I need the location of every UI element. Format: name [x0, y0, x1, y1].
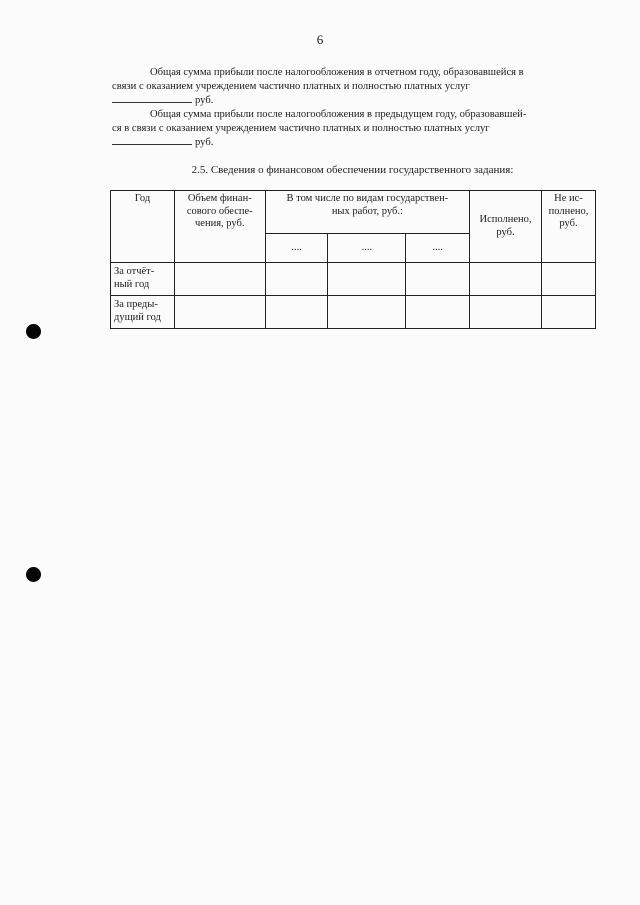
header-not-executed-line1: Не ис- — [554, 193, 583, 204]
header-year-label: Год — [134, 193, 151, 204]
header-not-executed — [541, 191, 595, 263]
row-label-previous-year-line1: За преды- — [114, 299, 158, 310]
table-row-previous-year — [111, 296, 596, 329]
cell-current-work-type-1[interactable] — [265, 263, 328, 296]
profit-previous-year-line1: Общая сумма прибыли после налогообложения в предыдущем году, образовавшей- — [150, 109, 527, 120]
row-label-previous-year — [111, 296, 175, 329]
cell-current-work-type-3[interactable] — [406, 263, 470, 296]
profit-previous-year-line2: ся в связи с оказанием учреждением частично платных и полностью платных услуг — [112, 122, 490, 134]
profit-current-year-unit: руб. — [195, 95, 214, 106]
header-work-type-1: .... — [265, 234, 328, 263]
profit-previous-year-blank[interactable] — [112, 135, 192, 145]
cell-previous-work-type-3[interactable] — [406, 296, 470, 329]
profit-current-year-line1: Общая сумма прибыли после налогообложения в отчетном году, образовавшейся в — [150, 67, 524, 78]
header-by-work-type-line2: ных работ, руб.: — [331, 205, 403, 217]
row-label-current-year-line1: За отчёт- — [114, 266, 155, 277]
profit-previous-year-unit: руб. — [195, 137, 214, 148]
header-not-executed-line3: руб. — [559, 218, 578, 229]
header-executed-line2: руб. — [496, 226, 515, 238]
table-row-current-year — [111, 263, 596, 296]
row-label-current-year — [111, 263, 175, 296]
cell-current-not-executed[interactable] — [541, 263, 595, 296]
header-executed — [470, 191, 542, 263]
header-executed-line1: Исполнено, — [479, 214, 532, 225]
binder-hole-upper — [26, 324, 41, 339]
header-volume-line1: Объем финан- — [187, 193, 252, 204]
profit-current-year-line2: связи с оказанием учреждением частично платных и полностью платных услуг — [112, 80, 470, 92]
row-label-current-year-line2: ный год — [114, 278, 150, 290]
binder-hole-lower — [26, 567, 41, 582]
profit-previous-year-paragraph — [112, 108, 582, 150]
cell-current-work-type-2[interactable] — [328, 263, 406, 296]
section-heading: 2.5. Сведения о финансовом обеспечении государственного задания: — [191, 164, 514, 176]
header-volume-line3: чения, руб. — [195, 218, 245, 229]
header-volume — [174, 191, 265, 263]
cell-current-executed[interactable] — [470, 263, 542, 296]
cell-current-volume[interactable] — [174, 263, 265, 296]
header-not-executed-line2: полнено, — [548, 205, 589, 217]
header-year — [111, 191, 175, 263]
row-label-previous-year-line2: дущий год — [114, 311, 161, 323]
header-by-work-type — [265, 191, 469, 234]
cell-previous-not-executed[interactable] — [541, 296, 595, 329]
financial-support-table — [110, 190, 596, 329]
header-work-type-2: .... — [328, 234, 406, 263]
cell-previous-work-type-1[interactable] — [265, 296, 328, 329]
header-by-work-type-line1: В том числе по видам государствен- — [286, 193, 449, 204]
cell-previous-work-type-2[interactable] — [328, 296, 406, 329]
header-volume-line2: сового обеспе- — [186, 205, 253, 217]
cell-previous-volume[interactable] — [174, 296, 265, 329]
profit-current-year-paragraph — [112, 66, 582, 108]
cell-previous-executed[interactable] — [470, 296, 542, 329]
profit-current-year-blank[interactable] — [112, 93, 192, 103]
header-work-type-3: .... — [406, 234, 470, 263]
page-number: 6 — [316, 32, 324, 47]
